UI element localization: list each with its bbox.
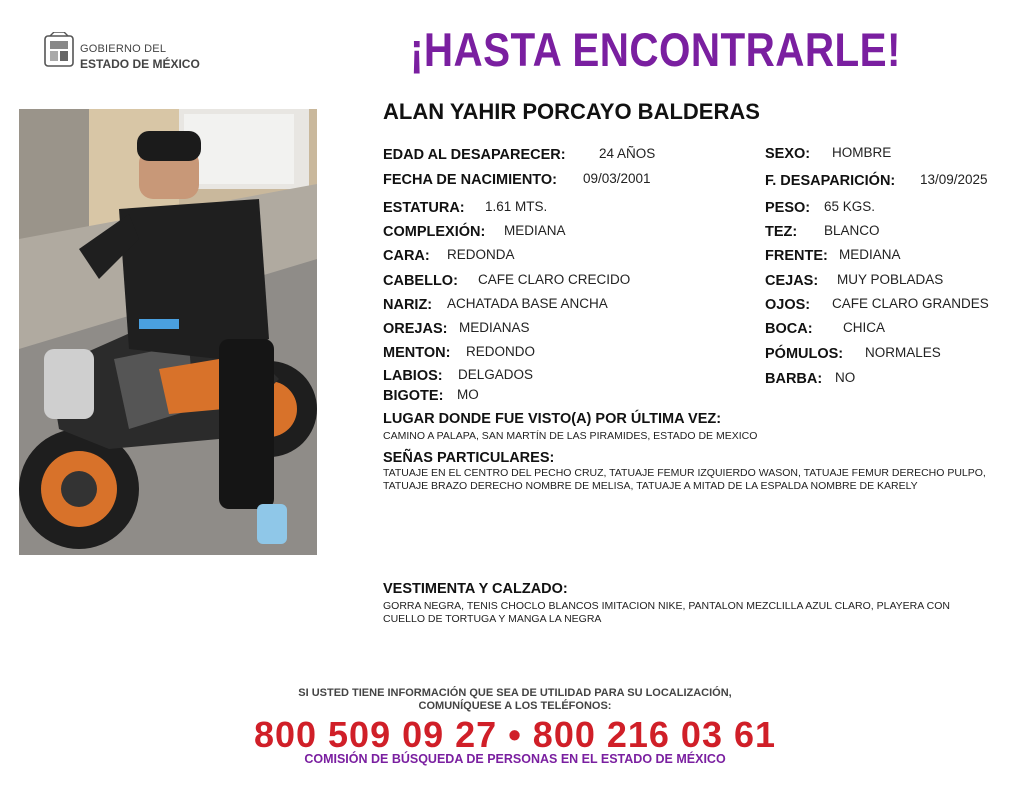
field-label: TEZ: xyxy=(765,224,798,240)
field-value: CAFE CLARO GRANDES xyxy=(832,296,989,311)
headline: ¡HASTA ENCONTRARLE! xyxy=(410,23,901,76)
field-label: COMPLEXIÓN: xyxy=(383,224,486,240)
last-seen-label: LUGAR DONDE FUE VISTO(A) POR ÚLTIMA VEZ: xyxy=(383,411,722,427)
field-value: NO xyxy=(835,370,856,385)
field-label: BARBA: xyxy=(765,371,823,387)
field-value: 1.61 MTS. xyxy=(485,199,548,214)
field-label: LABIOS: xyxy=(383,368,443,384)
field-value: 65 KGS. xyxy=(824,199,876,214)
field-label: OJOS: xyxy=(765,297,811,313)
gov-line-1: GOBIERNO DEL xyxy=(80,43,167,55)
field-value: NORMALES xyxy=(865,345,941,360)
field-value: REDONDA xyxy=(447,247,515,262)
government-logo xyxy=(42,30,202,74)
last-seen-value: CAMINO A PALAPA, SAN MARTÍN DE LAS PIRAMIDES, ESTADO DE MEXICO xyxy=(383,430,758,442)
agency-name: COMISIÓN DE BÚSQUEDA DE PERSONAS EN EL ESTADO DE MÉXICO xyxy=(304,752,726,766)
person-name: ALAN YAHIR PORCAYO BALDERAS xyxy=(383,99,760,124)
contact-phones: 800 509 09 27 • 800 216 03 61 xyxy=(253,714,777,755)
field-label: FECHA DE NACIMIENTO: xyxy=(383,172,557,188)
field-label: OREJAS: xyxy=(383,321,448,337)
field-label: BOCA: xyxy=(765,321,813,337)
field-label: CEJAS: xyxy=(765,273,819,289)
gov-line-2: ESTADO DE MÉXICO xyxy=(80,57,200,71)
contact-note-2: COMUNÍQUESE A LOS TELÉFONOS: xyxy=(418,700,612,712)
field-label: CARA: xyxy=(383,248,430,264)
field-value: BLANCO xyxy=(824,223,880,238)
field-value: DELGADOS xyxy=(458,367,534,382)
field-value: CHICA xyxy=(843,320,886,335)
clothing-line-2: CUELLO DE TORTUGA Y MANGA LA NEGRA xyxy=(383,613,602,625)
field-value: MO xyxy=(457,387,479,402)
field-label: FRENTE: xyxy=(765,248,828,264)
field-label: F. DESAPARICIÓN: xyxy=(765,173,896,189)
field-value: MEDIANA xyxy=(839,247,901,262)
marks-line-1: TATUAJE EN EL CENTRO DEL PECHO CRUZ, TATUAJE FEMUR IZQUIERDO WASON, TATUAJE FEMUR DERECHO PULPO, xyxy=(383,467,986,479)
field-label: EDAD AL DESAPARECER: xyxy=(383,147,566,163)
field-value: 13/09/2025 xyxy=(920,172,988,187)
field-label: ESTATURA: xyxy=(383,200,465,216)
field-label: CABELLO: xyxy=(383,273,458,289)
field-label: PESO: xyxy=(765,200,811,216)
field-value: ACHATADA BASE ANCHA xyxy=(447,296,608,311)
field-value: HOMBRE xyxy=(832,145,892,160)
field-label: NARIZ: xyxy=(383,297,433,313)
person-photo xyxy=(19,109,317,555)
field-value: MEDIANA xyxy=(504,223,566,238)
field-value: MEDIANAS xyxy=(459,320,530,335)
field-label: BIGOTE: xyxy=(383,388,444,404)
clothing-label: VESTIMENTA Y CALZADO: xyxy=(383,581,568,597)
field-value: 09/03/2001 xyxy=(583,171,651,186)
field-label: PÓMULOS: xyxy=(765,346,844,362)
field-value: MUY POBLADAS xyxy=(837,272,944,287)
marks-label: SEÑAS PARTICULARES: xyxy=(383,450,555,466)
field-label: SEXO: xyxy=(765,146,811,162)
field-value: 24 AÑOS xyxy=(599,146,656,161)
field-value: REDONDO xyxy=(466,344,536,359)
contact-note-1: SI USTED TIENE INFORMACIÓN QUE SEA DE UTILIDAD PARA SU LOCALIZACIÓN, xyxy=(298,687,732,699)
clothing-line-1: GORRA NEGRA, TENIS CHOCLO BLANCOS IMITACION NIKE, PANTALON MEZCLILLA AZUL CLARO, PLAYERA CON xyxy=(383,600,950,612)
field-label: MENTON: xyxy=(383,345,451,361)
state-seal-icon xyxy=(42,32,76,70)
marks-line-2: TATUAJE BRAZO DERECHO NOMBRE DE MELISA, TATUAJE A MITAD DE LA ESPALDA NOMBRE DE KARELY xyxy=(383,480,918,492)
field-value: CAFE CLARO CRECIDO xyxy=(478,272,631,287)
